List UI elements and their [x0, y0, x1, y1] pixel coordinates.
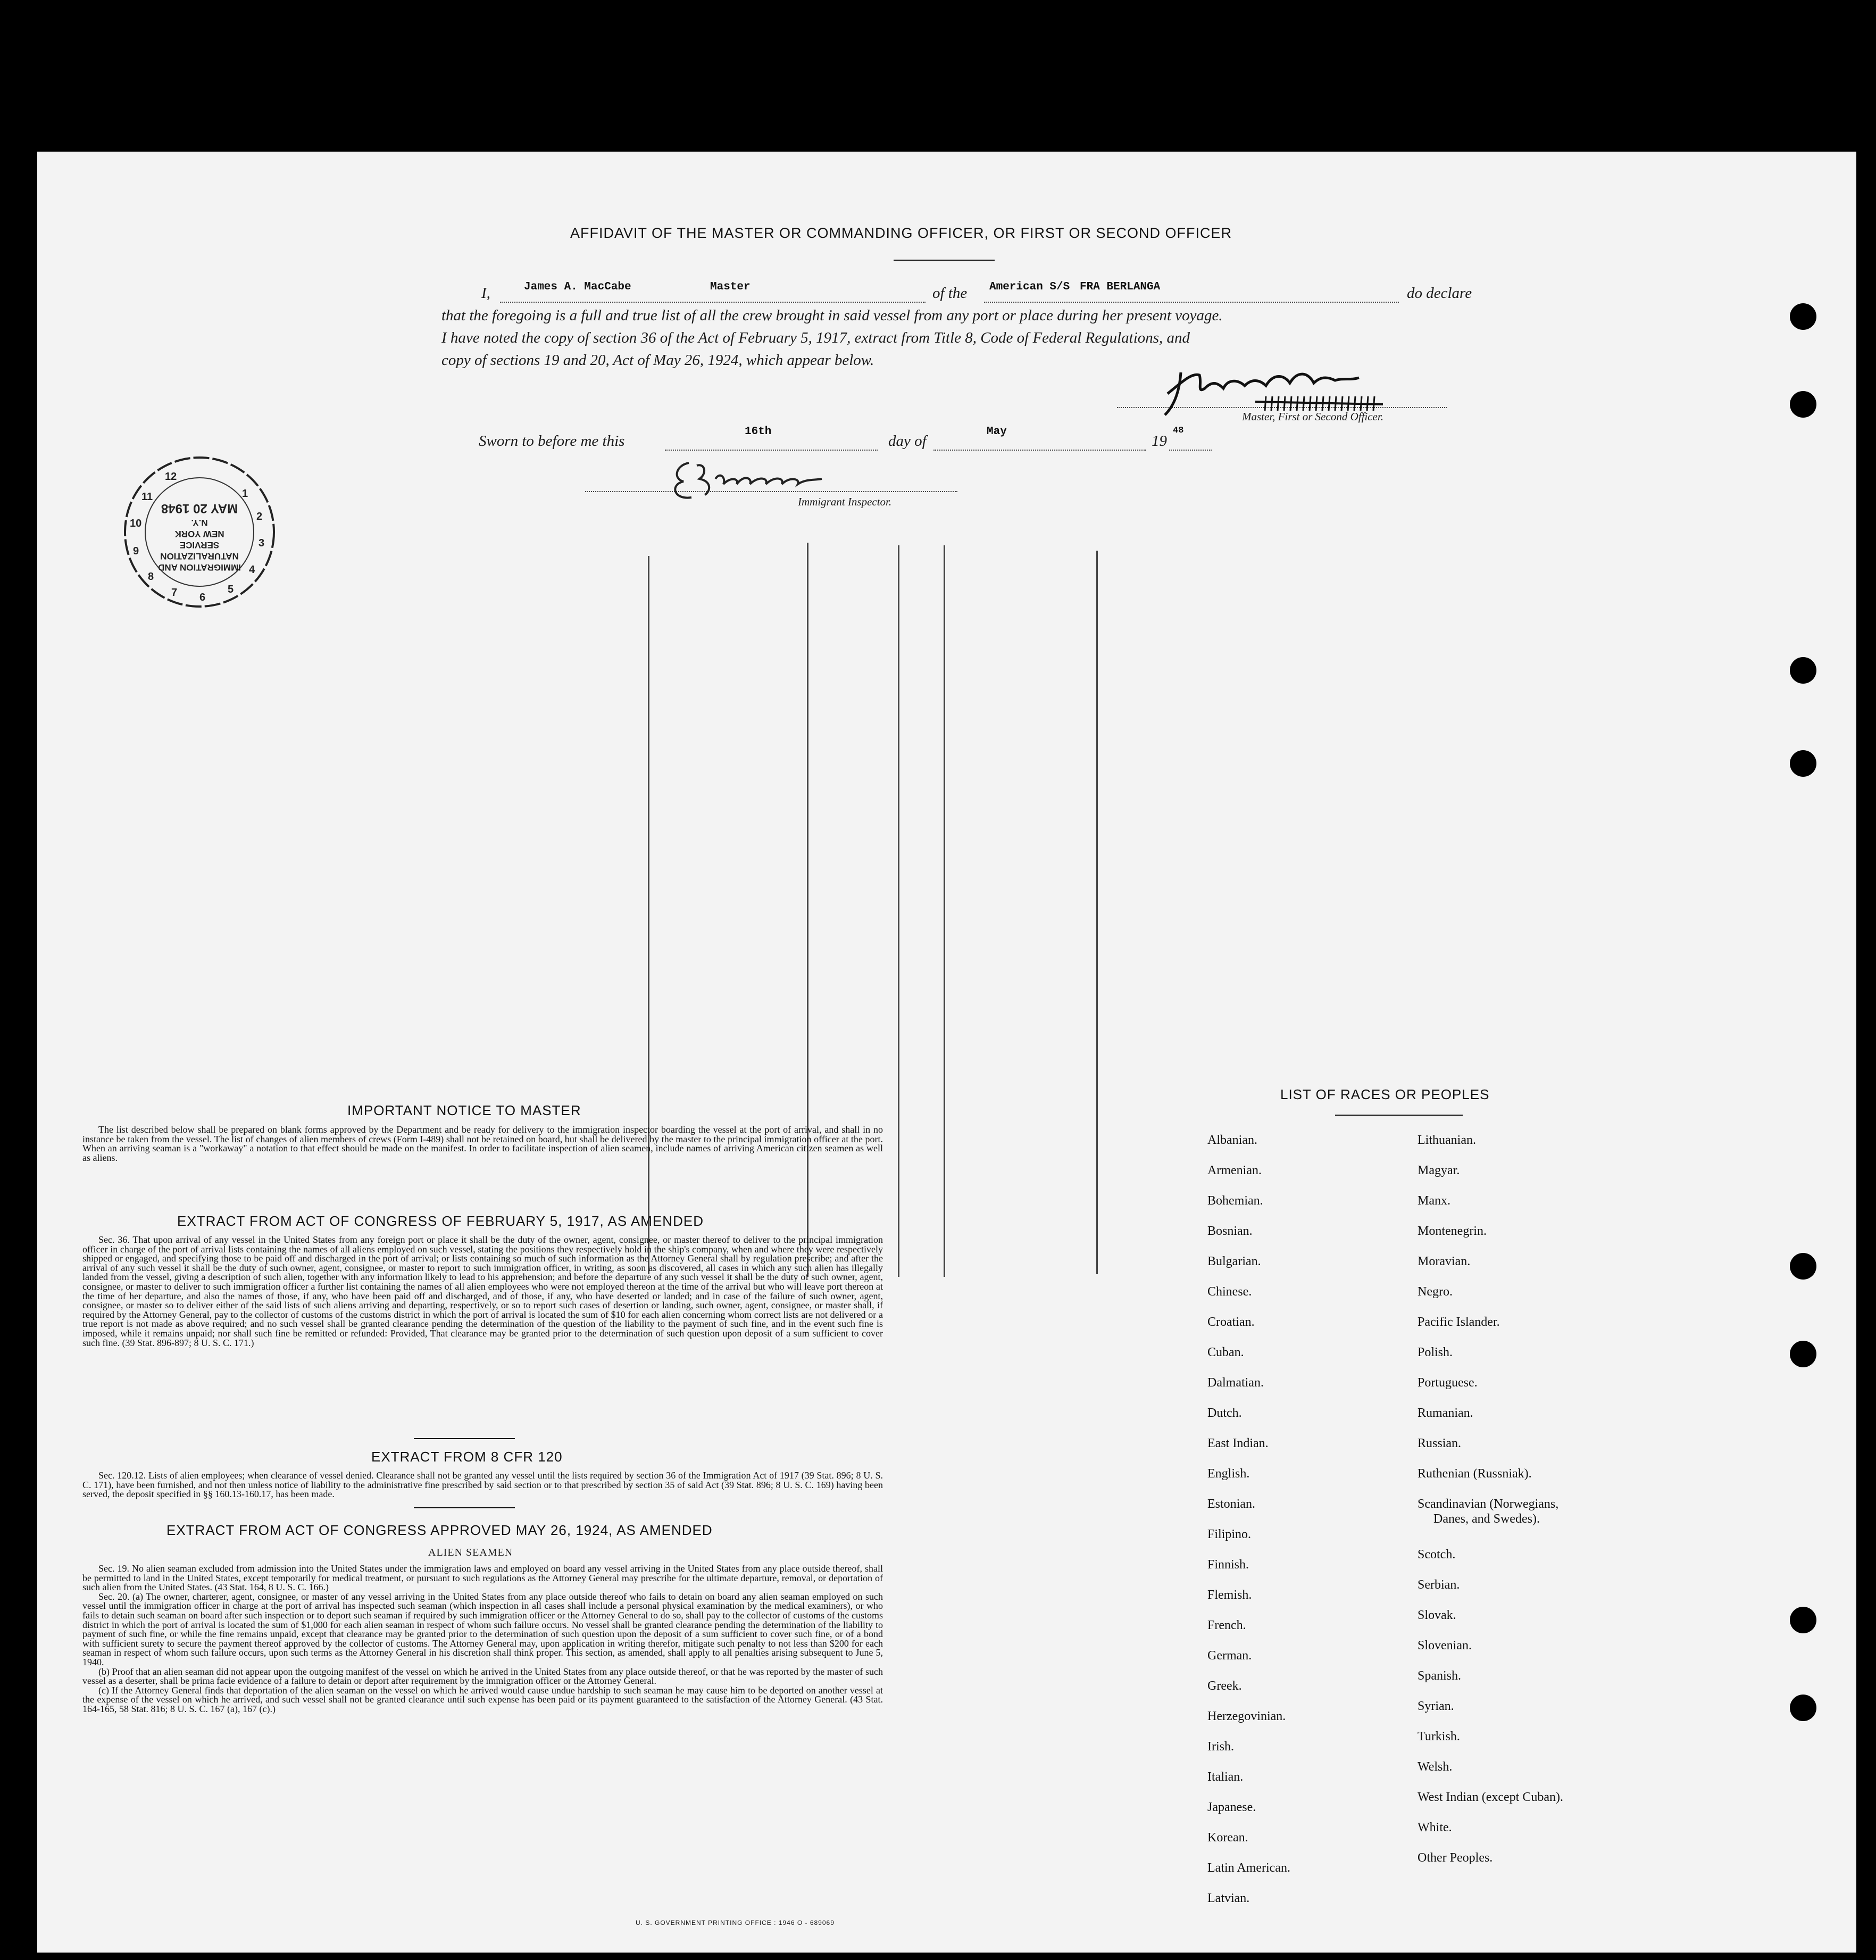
- sworn-month: May: [987, 426, 1007, 438]
- stamp-digit: 1: [242, 488, 248, 500]
- race-item: Slovak.: [1418, 1608, 1456, 1622]
- day-of-text: day of: [888, 433, 927, 450]
- sworn-day-line: [665, 450, 878, 451]
- race-item: Irish.: [1207, 1740, 1234, 1754]
- races-left-column: [1207, 1133, 1410, 1922]
- race-item: Greek.: [1207, 1679, 1242, 1693]
- race-item: Russian.: [1418, 1436, 1462, 1450]
- stamp-line-4: NEW YORK: [174, 529, 224, 539]
- race-item: Dutch.: [1207, 1406, 1242, 1420]
- stamp-digit: 8: [148, 571, 154, 583]
- stamp-digit: 9: [133, 545, 139, 557]
- punch-hole: [1790, 1253, 1816, 1280]
- race-item: Japanese.: [1207, 1800, 1256, 1814]
- race-item: Chinese.: [1207, 1285, 1252, 1299]
- of-the-text: of the: [932, 285, 968, 302]
- punch-hole: [1790, 750, 1816, 777]
- stamp-line-1: IMMIGRATION AND: [158, 562, 241, 572]
- master-name: James A. MacCabe: [524, 281, 631, 293]
- punch-hole: [1790, 1695, 1816, 1721]
- notice-body: The list described below shall be prepared on blank forms approved by the Department and be ready for delivery to the immigration inspector boarding the vessel at the port of arrival, and shall in no instance be taken from the vessel. The list of changes of alien members of crews (Form I-489) shall not be retained on board, but shall be delivered by the master to the principal immigration officer at the port. When an arriving seaman is a "workaway" a notation to that effect should be made on the manifest. In order to facilitate inspection of alien seamen, include names of arriving American citizen seamen as well as aliens.: [82, 1124, 883, 1163]
- extract-1917-body: Sec. 36. That upon arrival of any vessel in the United States from any foreign port or place it shall be the duty of the owner, agent, consignee, or master thereof to deliver to the principal immigration officer in charge of the port of arrival lists containing the names of all aliens employed on such vessel, stating the positions they respectively hold in the ship's company, when and where they were respectively shipped or engaged, and specifying those to be paid off and discharged in the port of arrival; or lists containing so much of such information as the Attorney General shall by regulation prescribe; and after the arrival of any such vessel it shall be the duty of such owner, agent, consignee, or master to report to such immigration officer, in writing, as soon as discovered, all cases in which any such alien has illegally landed from the vessel, giving a description of such alien, together with any information likely to lead to his apprehension; and before the departure of any such vessel it shall be the duty of such owner, agent, consignee, or master to deliver to such immigration officer a further list containing the names of all alien employees who were not employed thereon at the time of the arrival but who will leave port thereon at the time of her departure, and also the names of those, if any, who have been paid off and discharged, and of those, if any, who have deserted or landed; and in case of the failure of such owner, agent, consignee, or master so to deliver either of the said lists of such aliens arriving and departing, respectively, or so to report such cases of desertion or landing, such owner, agent, consignee, or master shall, if required by the Attorney General, pay to the collector of customs of the customs district in which the port of arrival is located the sum of $10 for each alien concerning whom correct lists are not delivered or a true report is not made as above required; and no such vessel shall be granted clearance pending the determination of the question of the liability to the payment of such fine, and in the event such fine is imposed, while it remains unpaid; nor shall such fine be remitted or refunded: Provided, That clearance may be granted prior to the determination of such question upon deposit of a sum sufficient to cover such fine. (39 Stat. 896-897; 8 U. S. C. 171.): [82, 1234, 883, 1348]
- column-line: [648, 556, 649, 1274]
- race-item: Scotch.: [1418, 1548, 1456, 1562]
- column-line: [898, 545, 899, 1277]
- punch-hole: [1790, 657, 1816, 684]
- race-item: White.: [1418, 1821, 1452, 1834]
- sworn-month-line: [933, 450, 1146, 451]
- race-item: Albanian.: [1207, 1133, 1257, 1147]
- stamp-digit: 2: [256, 511, 263, 522]
- race-item-multiline: [1418, 1497, 1715, 1548]
- race-item: Croatian.: [1207, 1315, 1255, 1329]
- vessel-name: FRA BERLANGA: [1080, 281, 1161, 293]
- race-item: Montenegrin.: [1418, 1224, 1487, 1238]
- printing-office-footer: U. S. GOVERNMENT PRINTING OFFICE : 1946 O - 689069: [636, 1919, 835, 1926]
- punch-hole: [1790, 303, 1816, 330]
- race-item: Ruthenian (Russniak).: [1418, 1467, 1532, 1481]
- column-line: [1096, 551, 1098, 1274]
- vessel-type: American S/S: [989, 281, 1070, 293]
- race-item: Scandinavian (Norwegians,: [1418, 1497, 1559, 1511]
- race-item: French.: [1207, 1618, 1246, 1632]
- punch-hole: [1790, 1607, 1816, 1633]
- races-rule: [1335, 1115, 1463, 1116]
- immigration-stamp: [122, 455, 277, 609]
- race-item: Welsh.: [1418, 1760, 1453, 1774]
- race-item: Dalmatian.: [1207, 1376, 1264, 1390]
- title-rule: [894, 260, 995, 261]
- race-item: Bohemian.: [1207, 1194, 1263, 1208]
- stamp-digit: 5: [228, 584, 234, 595]
- race-item: Slovenian.: [1418, 1639, 1472, 1652]
- affidavit-line-2: that the foregoing is a full and true list of all the crew brought in said vessel from any port or place during her present voyage.: [441, 307, 1223, 324]
- stamp-digit: 10: [130, 518, 142, 529]
- vessel-field-line: [984, 302, 1399, 303]
- race-item: Turkish.: [1418, 1730, 1460, 1743]
- race-item: Portuguese.: [1418, 1376, 1478, 1390]
- race-item: Rumanian.: [1418, 1406, 1473, 1420]
- form-page: [37, 152, 1856, 1953]
- extract-1924-body: Sec. 19. No alien seaman excluded from admission into the United States under the immigration laws and employed on board any vessel arriving in the United States from any place outside thereof, shall be permitted to land in the United States, except temporarily for medical treatment, or pursuant to such regulations as the Attorney General may prescribe for the ultimate departure, removal, or deportation of such alien from the United States. (43 Stat. 164, 8 U. S. C. 166.) Sec. 20. (a) The owner, charterer, agent, consignee, or master of any vessel arriving in the United States from any place outside thereof who fails to detain on board any alien seaman employed on such vessel until the immigration officer in charge at the port of arrival has inspected such seaman (which inspection in all cases shall include a personal physical examination by the medical examiners), or who fails to detain such seaman on board after such inspection or to deport such seaman if required by such immigration officer or the Attorney General to do so, shall pay to the collector of customs of the customs district in which the port of arrival is located the sum of $1,000 for each alien seaman in respect of whom such failure occurs. No vessel shall be granted clearance pending the determination of the liability to payment of such fine, or while the fine remains unpaid, except that clearance may be granted prior to the determination of such question upon the deposit of a sum sufficient to cover such fine, or of a bond with sufficient surety to secure the payment thereof approved by the collector of customs. The Attorney General may, upon application in writing therefor, mitigate such penalty to not less than $200 for each seaman in respect of whom such failure occurs, upon such terms as the Attorney General in his discretion shall think proper. This section, as amended, shall apply to all penalties arising subsequent to June 5, 1940. (b) Proof that an alien seaman did not appear upon the outgoing manifest of the vessel on which he arrived in the United States from any place outside thereof, or that he was reported by the master of such vessel as a deserter, shall be prima facie evidence of a failure to detain or deport after requirement by the immigration officer or the Attorney General. (c) If the Attorney General finds that deportation of the alien seaman on the vessel on which he arrived would cause undue hardship to such seaman he may cause him to be deported on another vessel at the expense of the vessel on which he arrived, and such vessel shall not be granted clearance until such expense has been paid or its payment guaranteed to the satisfaction of the Attorney General. (43 Stat. 164-165, 58 Stat. 816; 8 U. S. C. 167 (a), 167 (c).): [82, 1563, 883, 1714]
- races-right-column: [1418, 1133, 1715, 1881]
- year-prefix: 19: [1152, 433, 1167, 450]
- extract-1924-title: EXTRACT FROM ACT OF CONGRESS APPROVED MAY 26, 1924, AS AMENDED: [166, 1522, 713, 1538]
- cfr-title: EXTRACT FROM 8 CFR 120: [371, 1449, 563, 1465]
- sworn-text: Sworn to before me this: [479, 433, 625, 450]
- race-item: Negro.: [1418, 1285, 1453, 1299]
- year-line: [1169, 450, 1212, 451]
- column-line: [807, 543, 808, 1277]
- column-line: [944, 545, 945, 1277]
- race-item: Latvian.: [1207, 1891, 1250, 1905]
- race-item: West Indian (except Cuban).: [1418, 1790, 1563, 1804]
- stamp-digit: 6: [199, 592, 206, 603]
- notice-title: IMPORTANT NOTICE TO MASTER: [347, 1102, 581, 1118]
- race-item: East Indian.: [1207, 1436, 1269, 1450]
- races-title: LIST OF RACES OR PEOPLES: [1280, 1086, 1490, 1102]
- stamp-digits: [122, 455, 277, 609]
- master-caption: Master, First or Second Officer.: [1242, 410, 1383, 423]
- race-item: Bulgarian.: [1207, 1255, 1261, 1268]
- race-item: Spanish.: [1418, 1669, 1462, 1683]
- extract-1917-title: EXTRACT FROM ACT OF CONGRESS OF FEBRUARY 5, 1917, AS AMENDED: [177, 1213, 704, 1229]
- affidavit-line-4: copy of sections 19 and 20, Act of May 26, 1924, which appear below.: [441, 352, 874, 369]
- race-item: Italian.: [1207, 1770, 1244, 1784]
- race-item-continuation: Danes, and Swedes).: [1433, 1512, 1540, 1526]
- stamp-digit: 12: [165, 471, 177, 483]
- race-item: Manx.: [1418, 1194, 1450, 1208]
- race-item: German.: [1207, 1649, 1252, 1663]
- stamp-digit: 3: [259, 537, 265, 549]
- punch-hole: [1790, 1341, 1816, 1367]
- race-item: Lithuanian.: [1418, 1133, 1476, 1147]
- race-item: Pacific Islander.: [1418, 1315, 1500, 1329]
- extract-1924-subtitle: ALIEN SEAMEN: [428, 1547, 513, 1558]
- race-item: Other Peoples.: [1418, 1851, 1493, 1865]
- inspector-caption: Immigrant Inspector.: [798, 495, 892, 508]
- race-item: Armenian.: [1207, 1164, 1262, 1177]
- intro-i: I,: [481, 285, 490, 302]
- master-rank: Master: [710, 281, 751, 293]
- race-item: Estonian.: [1207, 1497, 1255, 1511]
- stamp-line-2: NATURALIZATION: [160, 551, 239, 561]
- race-item: Flemish.: [1207, 1588, 1252, 1602]
- section-rule: [414, 1438, 515, 1439]
- sworn-day: 16th: [745, 426, 772, 438]
- stamp-line-5: N.Y.: [191, 518, 208, 528]
- do-declare-text: do declare: [1407, 285, 1472, 302]
- punch-hole: [1790, 391, 1816, 418]
- stamp-digit: 11: [141, 491, 153, 503]
- cfr-body: Sec. 120.12. Lists of alien employees; when clearance of vessel denied. Clearance shall not be granted any vessel until the lists required by section 36 of the Immigration Act of 1917 (39 Stat. 896; 8 U. S. C. 171), have been furnished, and not then unless notice of liability to the administrative fine prescribed by said section or to that prescribed by section 35 of said Act (39 Stat. 896; 8 U. S. C. 169) having been served, the deposit specified in §§ 160.13-160.17, has been made.: [82, 1470, 883, 1500]
- race-item: Moravian.: [1418, 1255, 1471, 1268]
- affidavit-line-3: I have noted the copy of section 36 of the Act of February 5, 1917, extract from Title 8, Code of Federal Regulations, and: [441, 329, 1190, 346]
- race-item: Finnish.: [1207, 1558, 1249, 1572]
- race-item: Magyar.: [1418, 1164, 1460, 1177]
- affidavit-title: AFFIDAVIT OF THE MASTER OR COMMANDING OFFICER, OR FIRST OR SECOND OFFICER: [570, 225, 1232, 241]
- stamp-line-3: SERVICE: [179, 540, 220, 550]
- race-item: Syrian.: [1418, 1699, 1454, 1713]
- stamp-digit: 7: [171, 587, 178, 599]
- name-field-line: [500, 302, 926, 303]
- stamp-date: MAY 20 1948: [161, 501, 238, 516]
- race-item: Serbian.: [1418, 1578, 1460, 1592]
- race-item: Latin American.: [1207, 1861, 1290, 1875]
- race-item: Korean.: [1207, 1831, 1248, 1845]
- section-rule: [414, 1507, 515, 1508]
- race-item: Polish.: [1418, 1346, 1453, 1359]
- race-item: Filipino.: [1207, 1527, 1252, 1541]
- year-suffix: 48: [1173, 426, 1184, 436]
- race-item: Bosnian.: [1207, 1224, 1253, 1238]
- race-item: Cuban.: [1207, 1346, 1244, 1359]
- race-item: English.: [1207, 1467, 1250, 1481]
- stamp-digit: 4: [249, 564, 255, 576]
- race-item: Herzegovinian.: [1207, 1709, 1286, 1723]
